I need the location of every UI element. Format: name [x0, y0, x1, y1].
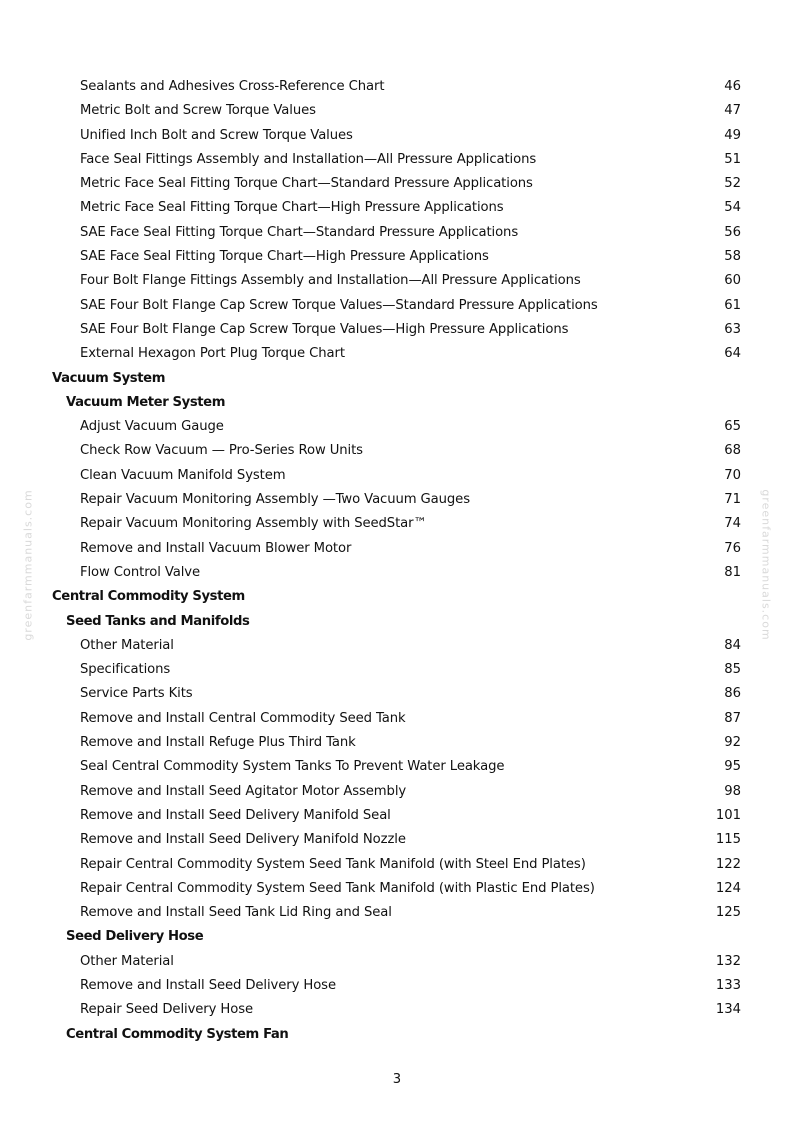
- toc-entry-title: Sealants and Adhesives Cross-Reference Chart: [80, 79, 385, 94]
- toc-entry-title: Repair Central Commodity System Seed Tank Manifold (with Plastic End Plates): [80, 880, 595, 896]
- toc-entry[interactable]: [0, 342, 794, 366]
- toc-entry-page-number: 134: [715, 1002, 741, 1018]
- toc-entry-title: Other Material: [80, 637, 174, 653]
- toc-entry-title: Vacuum Meter System: [66, 394, 226, 410]
- toc-entry-title: Flow Control Valve: [80, 564, 201, 580]
- toc-entry[interactable]: [0, 537, 794, 561]
- toc-entry-page-number: 64: [724, 346, 741, 362]
- toc-entry-page-number: 115: [715, 832, 741, 848]
- toc-entry-title: Remove and Install Seed Tank Lid Ring and Seal: [80, 905, 392, 921]
- toc-entry-page-number: 54: [724, 200, 741, 216]
- toc-entry[interactable]: [0, 148, 794, 172]
- toc-entry-title: SAE Face Seal Fitting Torque Chart—High Pressure Applications: [80, 249, 489, 265]
- toc-entry[interactable]: [0, 221, 794, 245]
- toc-entry-page-number: 60: [724, 273, 741, 289]
- toc-entry-title: SAE Four Bolt Flange Cap Screw Torque Values—Standard Pressure Applications: [80, 297, 598, 313]
- toc-entry-page-number: 52: [724, 176, 741, 192]
- toc-entry[interactable]: [0, 318, 794, 342]
- toc-subsection-heading[interactable]: [0, 925, 794, 949]
- toc-entry-page-number: 65: [724, 419, 741, 435]
- toc-entry-page-number: 87: [724, 710, 741, 726]
- toc-entry-title: Adjust Vacuum Gauge: [80, 419, 224, 435]
- toc-entry-title: Remove and Install Central Commodity Seed Tank: [80, 710, 406, 726]
- toc-section-heading[interactable]: [0, 367, 794, 391]
- toc-entry[interactable]: [0, 269, 794, 293]
- toc-entry-title: Other Material: [80, 953, 174, 969]
- toc-entry[interactable]: [0, 464, 794, 488]
- toc-entry-title: Repair Vacuum Monitoring Assembly with SeedStar™: [80, 516, 427, 532]
- toc-entry-title: Face Seal Fittings Assembly and Installation—All Pressure Applications: [80, 151, 537, 167]
- toc-entry-title: Service Parts Kits: [80, 686, 193, 702]
- toc-entry-title: Central Commodity System: [52, 589, 245, 605]
- toc-entry-page-number: 85: [724, 662, 741, 678]
- toc-entry-page-number: 125: [715, 905, 741, 921]
- page-number: 3: [392, 1072, 402, 1087]
- toc-entry-page-number: 71: [724, 492, 741, 508]
- toc-entry-page-number: 47: [724, 103, 741, 119]
- toc-entry-page-number: 56: [724, 224, 741, 240]
- toc-entry[interactable]: [0, 439, 794, 463]
- toc-entry[interactable]: [0, 196, 794, 220]
- toc-entry[interactable]: [0, 804, 794, 828]
- toc-entry-title: Repair Central Commodity System Seed Tank Manifold (with Steel End Plates): [80, 856, 586, 872]
- toc-entry-page-number: 74: [724, 516, 741, 532]
- toc-entry[interactable]: [0, 172, 794, 196]
- toc-entry[interactable]: [0, 731, 794, 755]
- toc-entry-title: Vacuum System: [52, 370, 166, 386]
- toc-entry-page-number: 58: [724, 249, 741, 265]
- toc-entry-title: Metric Bolt and Screw Torque Values: [80, 103, 316, 119]
- toc-entry-title: Metric Face Seal Fitting Torque Chart—High Pressure Applications: [80, 200, 504, 216]
- toc-subsection-heading[interactable]: [0, 391, 794, 415]
- toc-entry-title: Specifications: [80, 662, 171, 678]
- toc-entry[interactable]: [0, 901, 794, 925]
- toc-entry-title: Remove and Install Seed Delivery Manifold Nozzle: [80, 832, 406, 848]
- toc-entry-page-number: 132: [715, 953, 741, 969]
- toc-entry[interactable]: [0, 99, 794, 123]
- toc-entry-title: External Hexagon Port Plug Torque Chart: [80, 346, 345, 362]
- toc-entry[interactable]: [0, 294, 794, 318]
- toc-entry-title: Unified Inch Bolt and Screw Torque Values: [80, 127, 353, 143]
- toc-entry-title: Central Commodity System Fan: [66, 1026, 289, 1042]
- toc-entry-page-number: 84: [724, 637, 741, 653]
- toc-entry[interactable]: [0, 634, 794, 658]
- toc-entry-title: Remove and Install Seed Agitator Motor Assembly: [80, 783, 407, 799]
- toc-entry-page-number: 81: [724, 564, 741, 580]
- toc-entry[interactable]: [0, 658, 794, 682]
- toc-entry-page-number: 92: [724, 735, 741, 751]
- toc-entry[interactable]: [0, 780, 794, 804]
- toc-entry[interactable]: [0, 682, 794, 706]
- table-of-contents: [0, 75, 794, 1047]
- toc-entry-page-number: 63: [724, 321, 741, 337]
- toc-entry-page-number: 86: [724, 686, 741, 702]
- toc-entry-page-number: 124: [715, 880, 741, 896]
- watermark-right: greenfarmmanuals.com: [759, 489, 773, 641]
- toc-entry-title: Remove and Install Vacuum Blower Motor: [80, 540, 352, 556]
- toc-entry-title: Four Bolt Flange Fittings Assembly and Installation—All Pressure Applications: [80, 273, 581, 289]
- toc-entry-title: Seal Central Commodity System Tanks To Prevent Water Leakage: [80, 759, 505, 775]
- toc-entry-page-number: 133: [715, 977, 741, 993]
- toc-entry[interactable]: [0, 707, 794, 731]
- toc-entry-title: Repair Seed Delivery Hose: [80, 1002, 253, 1018]
- toc-entry[interactable]: [0, 974, 794, 998]
- toc-section-heading[interactable]: [0, 585, 794, 609]
- toc-entry-title: Remove and Install Seed Delivery Manifold Seal: [80, 807, 391, 823]
- toc-entry-title: SAE Face Seal Fitting Torque Chart—Standard Pressure Applications: [80, 224, 519, 240]
- toc-entry-title: Check Row Vacuum — Pro-Series Row Units: [80, 443, 363, 459]
- toc-entry-title: Remove and Install Seed Delivery Hose: [80, 977, 336, 993]
- toc-entry[interactable]: [0, 124, 794, 148]
- toc-subsection-heading[interactable]: [0, 610, 794, 634]
- toc-entry[interactable]: [0, 828, 794, 852]
- toc-entry[interactable]: [0, 75, 794, 99]
- watermark-left: greenfarmmanuals.com: [21, 489, 35, 641]
- toc-entry[interactable]: [0, 561, 794, 585]
- toc-entry-title: Seed Tanks and Manifolds: [66, 613, 250, 629]
- toc-entry-title: Remove and Install Refuge Plus Third Tank: [80, 735, 356, 751]
- toc-entry-page-number: 51: [724, 151, 741, 167]
- toc-entry[interactable]: [0, 950, 794, 974]
- toc-entry[interactable]: [0, 755, 794, 779]
- toc-entry-title: Clean Vacuum Manifold System: [80, 467, 286, 483]
- toc-entry[interactable]: [0, 877, 794, 901]
- toc-entry-page-number: 98: [724, 783, 741, 799]
- toc-entry[interactable]: [0, 998, 794, 1022]
- toc-entry-page-number: 70: [724, 467, 741, 483]
- toc-entry-title: Repair Vacuum Monitoring Assembly —Two Vacuum Gauges: [80, 492, 470, 508]
- toc-entry-page-number: 122: [715, 856, 741, 872]
- toc-entry[interactable]: [0, 245, 794, 269]
- toc-entry-page-number: 95: [724, 759, 741, 775]
- toc-entry-page-number: 76: [724, 540, 741, 556]
- toc-entry-page-number: 49: [724, 127, 741, 143]
- toc-entry-page-number: 61: [724, 297, 741, 313]
- toc-entry-page-number: 68: [724, 443, 741, 459]
- toc-entry-title: Metric Face Seal Fitting Torque Chart—Standard Pressure Applications: [80, 176, 533, 192]
- toc-entry-page-number: 46: [724, 79, 741, 94]
- toc-entry[interactable]: [0, 853, 794, 877]
- toc-entry[interactable]: [0, 512, 794, 536]
- toc-entry-title: SAE Four Bolt Flange Cap Screw Torque Values—High Pressure Applications: [80, 321, 569, 337]
- toc-entry-page-number: 101: [715, 807, 741, 823]
- toc-subsection-heading[interactable]: [0, 1023, 794, 1047]
- toc-entry[interactable]: [0, 415, 794, 439]
- toc-entry[interactable]: [0, 488, 794, 512]
- toc-entry-title: Seed Delivery Hose: [66, 929, 204, 945]
